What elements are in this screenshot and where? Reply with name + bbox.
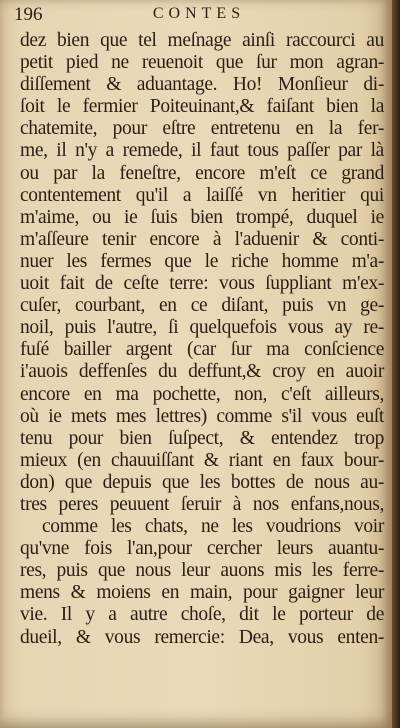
text-line: m'aime, ou ie ſuis bien trompé, duquel ie	[20, 206, 384, 228]
text-line: encore en ma pochette, non, c'eſt ailleurs,	[20, 383, 384, 405]
text-line: où ie mets mes lettres) comme s'il vous euſt	[20, 405, 384, 427]
text-line: don) que depuis que les bottes de nous au-	[20, 471, 384, 493]
running-title: CONTES	[152, 5, 246, 22]
text-line: cuſer, courbant, en ce diſant, puis vn ge-	[20, 295, 384, 317]
text-line: mens & moiens en main, pour gaigner leur	[20, 582, 384, 604]
body-text	[20, 30, 384, 649]
text-line: nuer les fermes que le riche homme m'a-	[20, 250, 384, 272]
text-line: diſſement & aduantage. Ho! Monſieur di-	[20, 74, 384, 96]
book-edge-shadow	[392, 0, 400, 728]
text-line: me, il n'y a remede, il faut tous paſſer par là	[20, 140, 384, 162]
text-line: contentement qu'il a laiſſé vn heritier qui	[20, 184, 384, 206]
text-line: chatemite, pour eſtre entretenu en la fer-	[20, 118, 384, 140]
text-line: dez bien que tel meſnage ainſi raccourci au	[20, 30, 384, 51]
page-number: 196	[14, 4, 43, 25]
text-line: mieux (en chauuiſſant & riant en faux bour-	[20, 449, 384, 471]
text-line: uoit fait de ceſte terre: vous ſuppliant m'ex-	[20, 273, 384, 295]
text-line: i'auois deffenſes du deffunt,& croy en auoir	[20, 361, 384, 383]
text-line: ou par la feneſtre, encore m'eſt ce grand	[20, 162, 384, 184]
text-line: vie. Il y a autre choſe, dit le porteur de	[20, 604, 384, 626]
text-line: dueil, & vous remercie: Dea, vous enten-	[20, 626, 384, 648]
text-line: m'aſſeure tenir encore à l'aduenir & conti-	[20, 228, 384, 250]
page-header	[14, 2, 384, 28]
text-line: qu'vne fois l'an,pour cercher leurs auantu-	[20, 538, 384, 560]
text-line: fuſé bailler argent (car ſur ma conſcience	[20, 339, 384, 361]
text-line: ſoit le fermier Poiteuinant,& faiſant bien la	[20, 96, 384, 118]
text-line: noil, puis l'autre, ſi quelquefois vous ay re-	[20, 317, 384, 339]
text-line: res, puis que nous leur auons mis les ferre-	[20, 560, 384, 582]
text-line: tenu pour bien ſuſpect, & entendez trop	[20, 427, 384, 449]
text-line: petit pied ne reuenoit que ſur mon agran-	[20, 52, 384, 74]
text-line: comme les chats, ne les voudrions voir	[42, 516, 384, 538]
text-line: tres peres peuuent ſeruir à nos enfans,nous,	[20, 493, 384, 515]
